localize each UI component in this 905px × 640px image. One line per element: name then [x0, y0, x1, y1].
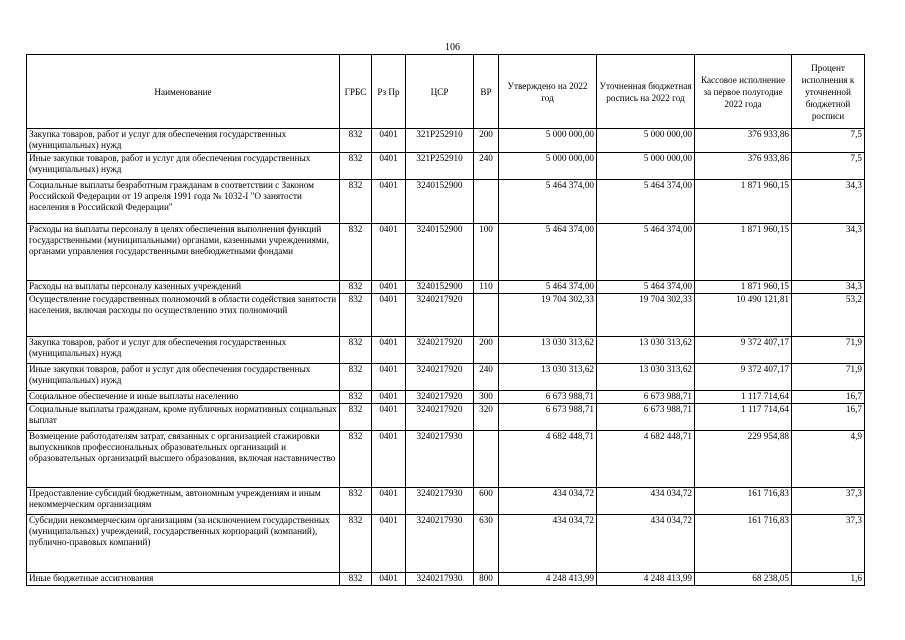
row-grbs: 832 [340, 515, 372, 573]
row-cash: 229 954,88 [695, 431, 792, 488]
row-name: Расходы на выплаты персоналу в целях обеспечения выполнения функций государственными (муниципальными) органами, казенными учреждениями, органами управления государственными внебюджетными фондами [27, 224, 340, 281]
table-row [27, 224, 865, 281]
row-percent: 7,5 [792, 153, 865, 180]
row-approved: 434 034,72 [499, 515, 597, 573]
row-cash: 1 871 960,15 [695, 281, 792, 294]
row-grbs: 832 [340, 488, 372, 515]
row-approved: 5 464 374,00 [499, 224, 597, 281]
row-vr: 600 [474, 488, 499, 515]
row-cash: 1 117 714,64 [695, 391, 792, 404]
budget-table [26, 54, 865, 586]
row-approved: 4 248 413,99 [499, 573, 597, 586]
row-grbs: 832 [340, 573, 372, 586]
row-rz-pr: 0401 [372, 391, 406, 404]
row-vr: 100 [474, 224, 499, 281]
row-cash: 1 871 960,15 [695, 180, 792, 224]
row-rz-pr: 0401 [372, 294, 406, 337]
row-approved: 434 034,72 [499, 488, 597, 515]
row-approved: 5 464 374,00 [499, 180, 597, 224]
page-number: 106 [445, 42, 460, 53]
row-cash: 161 716,83 [695, 488, 792, 515]
row-vr: 200 [474, 337, 499, 364]
table-row [27, 515, 865, 573]
row-refined: 5 464 374,00 [597, 224, 695, 281]
row-grbs: 832 [340, 431, 372, 488]
row-grbs: 832 [340, 129, 372, 153]
row-approved: 5 000 000,00 [499, 153, 597, 180]
row-rz-pr: 0401 [372, 515, 406, 573]
header-vr: ВР [474, 55, 499, 129]
row-refined: 5 000 000,00 [597, 153, 695, 180]
table-row [27, 153, 865, 180]
row-cash: 68 238,05 [695, 573, 792, 586]
row-cash: 9 372 407,17 [695, 337, 792, 364]
row-csr: 3240217930 [406, 431, 474, 488]
row-grbs: 832 [340, 404, 372, 431]
row-rz-pr: 0401 [372, 129, 406, 153]
row-name: Возмещение работодателям затрат, связанных с организацией стажировки выпускников профессиональных образовательных организаций и образовательных организаций высшего образования, включая наставничество [27, 431, 340, 488]
row-name: Субсидии некоммерческим организациям (за исключением государственных (муниципальных) учреждений, государственных корпораций (компаний), публично-правовых компаний) [27, 515, 340, 573]
table-row [27, 364, 865, 391]
row-grbs: 832 [340, 153, 372, 180]
row-vr: 240 [474, 364, 499, 391]
row-csr: 3240217930 [406, 573, 474, 586]
row-csr: 3240217930 [406, 488, 474, 515]
row-percent: 7,5 [792, 129, 865, 153]
row-approved: 13 030 313,62 [499, 337, 597, 364]
row-vr: 110 [474, 281, 499, 294]
row-grbs: 832 [340, 224, 372, 281]
row-approved: 13 030 313,62 [499, 364, 597, 391]
row-percent: 16,7 [792, 404, 865, 431]
row-vr: 800 [474, 573, 499, 586]
row-rz-pr: 0401 [372, 224, 406, 281]
row-rz-pr: 0401 [372, 488, 406, 515]
row-refined: 19 704 302,33 [597, 294, 695, 337]
row-rz-pr: 0401 [372, 281, 406, 294]
header-cash: Кассовое исполнение за первое полугодие 2022 года [695, 55, 792, 129]
row-name: Закупка товаров, работ и услуг для обеспечения государственных (муниципальных) нужд [27, 129, 340, 153]
row-csr: 3240217930 [406, 515, 474, 573]
row-refined: 13 030 313,62 [597, 337, 695, 364]
row-csr: 3240217920 [406, 294, 474, 337]
row-name: Социальные выплаты безработным гражданам в соответствии с Законом Российской Федерации от 19 апреля 1991 года № 1032-I "О занятости населения в Российской Федерации" [27, 180, 340, 224]
row-vr [474, 431, 499, 488]
row-grbs: 832 [340, 364, 372, 391]
row-refined: 5 464 374,00 [597, 281, 695, 294]
row-cash: 376 933,86 [695, 153, 792, 180]
row-refined: 6 673 988,71 [597, 404, 695, 431]
row-vr: 240 [474, 153, 499, 180]
row-refined: 4 248 413,99 [597, 573, 695, 586]
row-refined: 5 000 000,00 [597, 129, 695, 153]
row-rz-pr: 0401 [372, 153, 406, 180]
row-csr: 321Р252910 [406, 153, 474, 180]
row-approved: 19 704 302,33 [499, 294, 597, 337]
row-csr: 3240217920 [406, 364, 474, 391]
header-grbs: ГРБС [340, 55, 372, 129]
row-csr: 3240217920 [406, 404, 474, 431]
row-refined: 434 034,72 [597, 515, 695, 573]
row-csr: 3240217920 [406, 391, 474, 404]
row-name: Иные закупки товаров, работ и услуг для обеспечения государственных (муниципальных) нужд [27, 153, 340, 180]
row-refined: 13 030 313,62 [597, 364, 695, 391]
table-row [27, 391, 865, 404]
row-name: Расходы на выплаты персоналу казенных учреждений [27, 281, 340, 294]
header-refined: Уточненная бюджетная роспись на 2022 год [597, 55, 695, 129]
row-csr: 3240152900 [406, 224, 474, 281]
row-approved: 6 673 988,71 [499, 404, 597, 431]
row-vr: 320 [474, 404, 499, 431]
row-rz-pr: 0401 [372, 573, 406, 586]
row-name: Социальные выплаты гражданам, кроме публичных нормативных социальных выплат [27, 404, 340, 431]
row-name: Закупка товаров, работ и услуг для обеспечения государственных (муниципальных) нужд [27, 337, 340, 364]
table-row [27, 180, 865, 224]
row-percent: 71,9 [792, 364, 865, 391]
row-percent: 71,9 [792, 337, 865, 364]
row-percent: 1,6 [792, 573, 865, 586]
table-row [27, 129, 865, 153]
header-approved: Утверждено на 2022 год [499, 55, 597, 129]
table-row [27, 294, 865, 337]
row-name: Иные закупки товаров, работ и услуг для обеспечения государственных (муниципальных) нужд [27, 364, 340, 391]
row-grbs: 832 [340, 391, 372, 404]
row-cash: 161 716,83 [695, 515, 792, 573]
header-percent: Процент исполнения к уточненной бюджетной росписи [792, 55, 865, 129]
row-rz-pr: 0401 [372, 364, 406, 391]
table-row [27, 488, 865, 515]
row-vr: 300 [474, 391, 499, 404]
row-grbs: 832 [340, 337, 372, 364]
row-refined: 6 673 988,71 [597, 391, 695, 404]
row-percent: 53,2 [792, 294, 865, 337]
row-percent: 16,7 [792, 391, 865, 404]
row-approved: 5 464 374,00 [499, 281, 597, 294]
row-refined: 434 034,72 [597, 488, 695, 515]
row-approved: 4 682 448,71 [499, 431, 597, 488]
row-approved: 6 673 988,71 [499, 391, 597, 404]
row-percent: 4,9 [792, 431, 865, 488]
row-rz-pr: 0401 [372, 404, 406, 431]
row-refined: 5 464 374,00 [597, 180, 695, 224]
row-grbs: 832 [340, 294, 372, 337]
header-row [27, 55, 865, 129]
table-row [27, 404, 865, 431]
header-name: Наименование [27, 55, 340, 129]
row-rz-pr: 0401 [372, 337, 406, 364]
table-row [27, 337, 865, 364]
row-percent: 34,3 [792, 180, 865, 224]
table-row [27, 431, 865, 488]
row-csr: 3240152900 [406, 281, 474, 294]
row-vr: 630 [474, 515, 499, 573]
row-rz-pr: 0401 [372, 180, 406, 224]
row-cash: 1 117 714,64 [695, 404, 792, 431]
row-percent: 37,3 [792, 488, 865, 515]
row-cash: 376 933,86 [695, 129, 792, 153]
row-name: Иные бюджетные ассигнования [27, 573, 340, 586]
row-name: Осуществление государственных полномочий в области содействия занятости населения, включая расходы по осуществлению этих полномочий [27, 294, 340, 337]
row-name: Социальное обеспечение и иные выплаты населению [27, 391, 340, 404]
row-csr: 321Р252910 [406, 129, 474, 153]
header-rz-pr: Рз Пр [372, 55, 406, 129]
row-name: Предоставление субсидий бюджетным, автономным учреждениям и иным некоммерческим организациям [27, 488, 340, 515]
row-approved: 5 000 000,00 [499, 129, 597, 153]
row-refined: 4 682 448,71 [597, 431, 695, 488]
header-csr: ЦСР [406, 55, 474, 129]
row-csr: 3240152900 [406, 180, 474, 224]
row-vr: 200 [474, 129, 499, 153]
row-csr: 3240217920 [406, 337, 474, 364]
row-grbs: 832 [340, 180, 372, 224]
row-percent: 37,3 [792, 515, 865, 573]
row-cash: 1 871 960,15 [695, 224, 792, 281]
row-percent: 34,3 [792, 281, 865, 294]
table-row [27, 281, 865, 294]
row-percent: 34,3 [792, 224, 865, 281]
row-vr [474, 180, 499, 224]
table-row [27, 573, 865, 586]
row-cash: 10 490 121,81 [695, 294, 792, 337]
row-vr [474, 294, 499, 337]
row-cash: 9 372 407,17 [695, 364, 792, 391]
row-grbs: 832 [340, 281, 372, 294]
row-rz-pr: 0401 [372, 431, 406, 488]
